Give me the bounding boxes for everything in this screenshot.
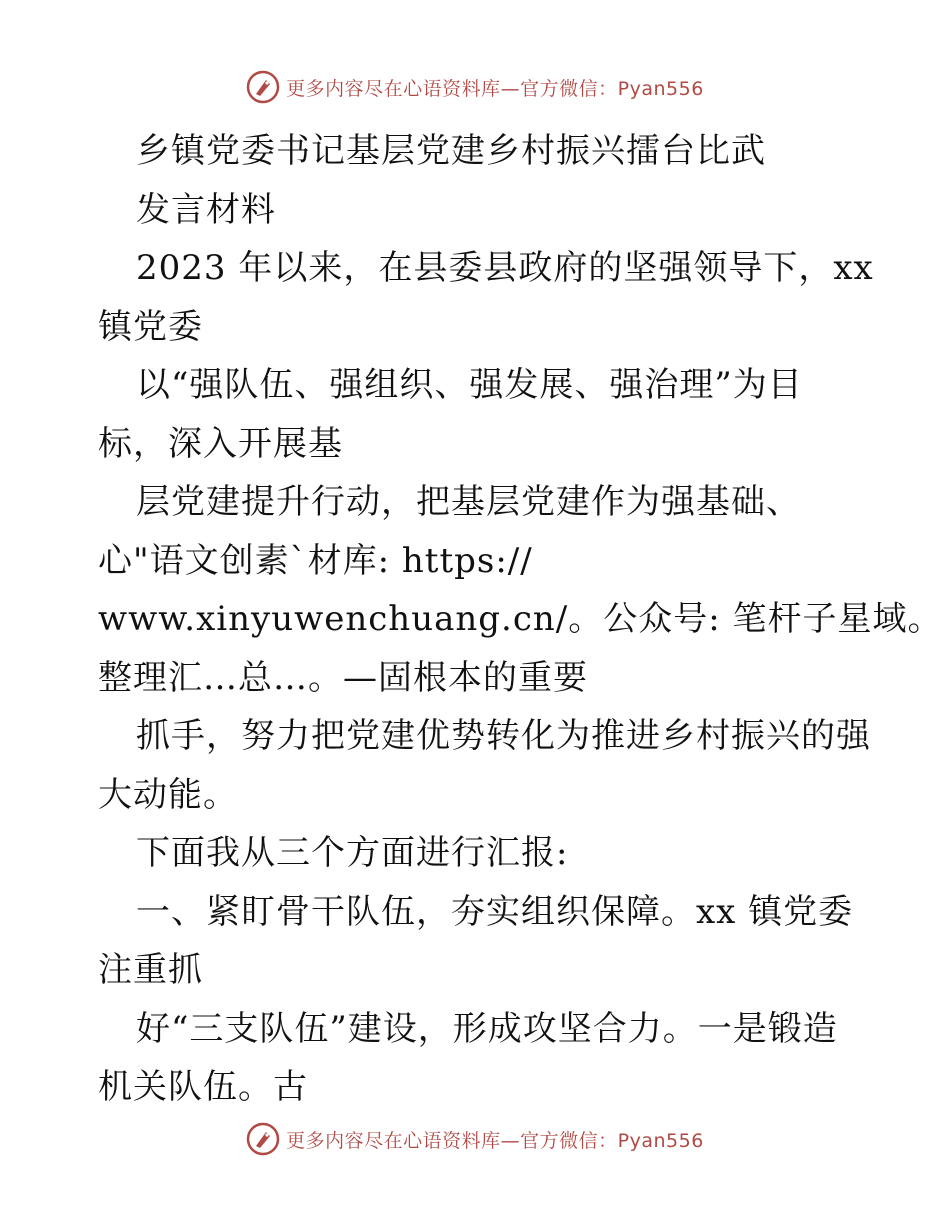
footer-banner-text: 更多内容尽在心语资料库—官方微信：Pyan556 <box>286 1129 704 1152</box>
paragraph-line: 注重抓 <box>98 950 203 990</box>
paragraph-line: 机关队伍。古 <box>98 1067 308 1107</box>
paragraph-line: 好“三支队伍”建设，形成攻坚合力。一是锻造 <box>136 1008 838 1049</box>
paragraph-line: 标，深入开展基 <box>98 423 343 464</box>
title-line-1: 乡镇党委书记基层党建乡村振兴擂台比武 <box>136 131 766 171</box>
pen-nib-logo-icon <box>246 1122 280 1156</box>
paragraph-line: 大动能。 <box>98 774 238 815</box>
paragraph-line: 镇党委 <box>98 306 203 347</box>
paragraph-line: 整理汇…总…。—固根本的重要 <box>98 657 588 698</box>
paragraph-line: 层党建提升行动，把基层党建作为强基础、 <box>136 482 801 522</box>
watermark-line: 心"语文创素`材库: https:// <box>98 540 533 581</box>
watermark-line: www.xinyuwenchuang.cn/。公众号: 笔杆子星域。 <box>98 599 943 639</box>
header-banner <box>0 70 950 104</box>
pen-nib-logo-icon <box>246 70 280 104</box>
paragraph-line: 2023 年以来，在县委县政府的坚强领导下，xx <box>136 248 874 288</box>
footer-banner <box>0 1122 950 1156</box>
paragraph-line: 下面我从三个方面进行汇报: <box>136 833 569 873</box>
section-heading-line: 一、紧盯骨干队伍，夯实组织保障。xx 镇党委 <box>136 891 854 932</box>
paragraph-line: 抓手，努力把党建优势转化为推进乡村振兴的强 <box>136 716 871 756</box>
header-banner-text: 更多内容尽在心语资料库—官方微信：Pyan556 <box>286 77 704 100</box>
title-line-2: 发言材料 <box>136 189 276 230</box>
document-body <box>98 122 943 1117</box>
paragraph-line: 以“强队伍、强组织、强发展、强治理”为目 <box>136 365 803 405</box>
